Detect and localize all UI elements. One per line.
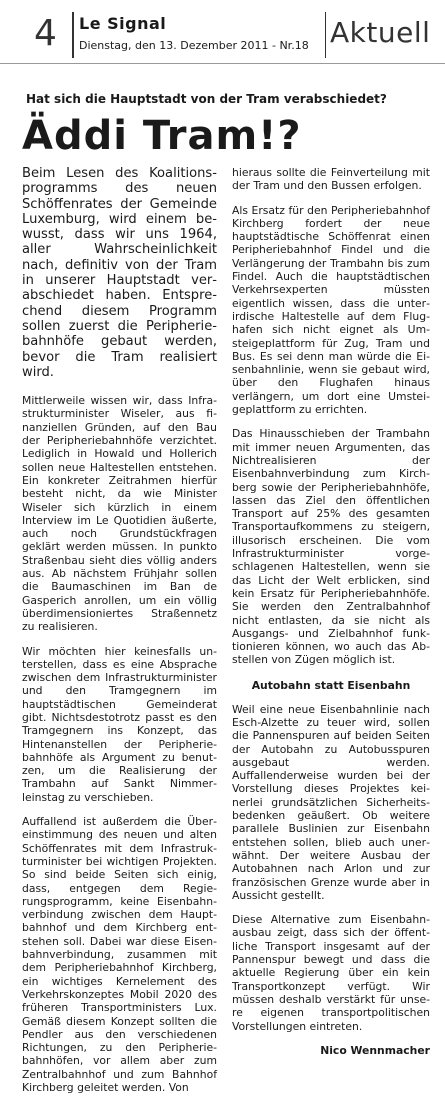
paragraph: Das Hinausschieben der Trambahn mit immer neuen Argumenten, das Nichtrealisieren der Eisenbahnverbindung zum Kirchberg sowie der Peripheriebahnhöfe, lassen das Ziel den öffentlichen Transport auf 25% des gesamten Transportaufkommens zu steigern, illusorisch erscheinen. Die vom Infrastrukturminister vorgeschlagenen Haltestellen, wenn sie das Licht der Welt erblicken, sind kein Ersatz für Peripheriebahnhöfe. Sie werden den Zentralbahnhof nicht entlasten, da sie nicht als Ausgangs- und Zielbahnhof funktionieren können, wo auch das Abstellen von Zügen möglich ist. (232, 427, 430, 667)
paragraph: Als Ersatz für den Peripheriebahnhof Kirchberg fordert der neue hauptstädtische Schöffenrat einen Peripheriebahnhof Findel und die Verlängerung der Trambahn bis zum Findel. Auch die hauptstädtischen Verkehrsexperten müssten eigentlich wissen, dass die unterirdische Haltestelle auf dem Flughafen sich nicht eignet als Umsteigeplattform für Zug, Tram und Bus. Es sei denn man würde die Eisenbahnlinie, wenn sie gebaut wird, über den Flughafen hinaus verlängern, um dort eine Umsteigeplattform zu errichten. (232, 203, 430, 417)
column-left (22, 166, 217, 1105)
section-title: Aktuell (330, 16, 431, 49)
page-number: 4 (34, 13, 57, 54)
issue-line: Dienstag, den 13. Dezember 2011 - Nr.18 (79, 39, 309, 52)
masthead-divider (72, 12, 74, 58)
article-headline: Äddi Tram!? (22, 113, 302, 159)
paragraph: Diese Alternative zum Eisenbahnausbau zeigt, dass sich der öffentliche Transport insgesamt auf der Pannenspur bewegt und dass die aktuelle Regierung über ein kein Transportkonzept verfügt. Wir müssen deshalb verstärkt für unsere eigenen transportpolitischen Vorstellungen eintreten. (232, 913, 430, 1033)
paragraph: Weil eine neue Eisenbahnlinie nach Esch-Alzette zu teuer wird, sollen die Pannenspuren auf beiden Seiten der Autobahn zu Autobusspuren ausgebaut werden. Auffallenderweise wurden bei der Vorstellung dieses Projektes keinerlei grundsätzlichen Sicherheitsbedenken geäußert. Ob weitere parallele Buslinien zur Eisenbahn entstehen sollen, blieb auch unerwähnt. Der weitere Ausbau der Autobahnen nach Arlon und zur französischen Grenze wurde aber in Aussicht gestellt. (232, 702, 430, 902)
article-kicker: Hat sich die Hauptstadt von der Tram verabschiedet? (26, 92, 387, 106)
paragraph: Wir möchten hier keinesfalls unterstellen, dass es eine Absprache zwischen dem Infrastrukturminister und den Tramgegnern im hauptstädtischen Gemeinderat gibt. Nichtsdestotrotz passt es den Tramgegnern ins Konzept, das Hintenanstellen der Peripheriebahnhöfe als Argument zu benutzen, um die Realisierung der Trambahn auf Sankt Nimmerleinstag zu verschieben. (22, 644, 217, 804)
masthead (0, 0, 445, 62)
paper-name: Le Signal (79, 14, 167, 33)
paragraph: Auffallend ist außerdem die Übereinstimmung des neuen und alten Schöffenrates mit dem Infrastrukturminister bei wichtigen Projekten. So sind beide Seiten sich einig, dass, entgegen dem Regierungsprogramm, keine Eisenbahnverbindung zwischen dem Hauptbahnhof und dem Kirchberg entstehen soll. Dabei war diese Eisenbahnverbindung, zusammen mit dem Peripheriebahnhof Kirchberg, ein wichtiges Kernelement des Verkehrskonzeptes Mobil 2020 des früheren Transportministers Lux. Gemäß diesem Konzept sollten die Pendler aus den verschiedenen Richtungen, zu den Peripheriebahnhöfen, vor allem aber zum Zentralbahnhof und zum Bahnhof Kirchberg geleitet werden. Von (22, 815, 217, 1094)
paragraph: hieraus sollte die Feinverteilung mit der Tram und den Bussen erfolgen. (232, 166, 430, 193)
article-lead: Beim Lesen des Koalitionsprogramms des neuen Schöffenrates der Gemeinde Luxemburg, wird einem bewusst, dass wir uns 1964, aller Wahrscheinlichkeit nach, definitiv von der Tram in unserer Hauptstadt verabschiedet haben. Entsprechend diesem Programm sollen zuerst die Peripheriebahnhöfe gebaut werden, bevor die Tram realisiert wird. (22, 166, 217, 380)
article-subhead: Autobahn statt Eisenbahn (251, 678, 411, 692)
section-divider (325, 12, 326, 58)
paragraph: Mittlerweile wissen wir, dass Infrastrukturminister Wiseler, aus finanziellen Gründen, auf den Bau der Peripheriebahnhöfe verzichtet. Lediglich in Howald und Hollerich sollen neue Haltestellen entstehen. Ein konkreter Zeitrahmen hierfür besteht nicht, da wie Minister Wiseler sich kürzlich in einem Interview im Le Quotidien äußerte, auch noch Grundstückfragen geklärt werden müssen. In punkto Straßenbau sieht dies völlig anders aus. Ab nächstem Frühjahr sollen die Baumaschinen im Ban de Gasperich anrollen, um ein völlig überdimensioniertes Straßennetz zu realisieren. (22, 394, 217, 634)
column-right (232, 166, 430, 1057)
article-author: Nico Wennmacher (320, 1043, 430, 1057)
masthead-rule (0, 63, 445, 64)
